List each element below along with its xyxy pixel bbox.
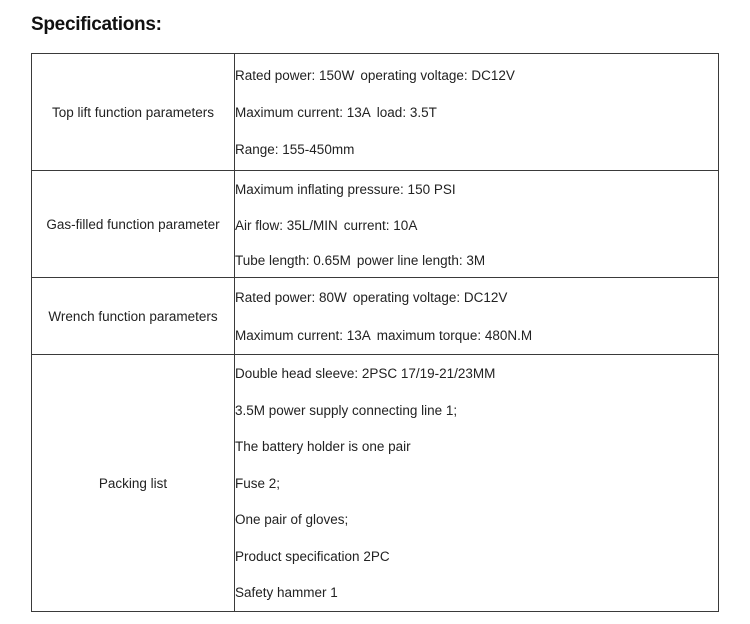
spec-line xyxy=(235,243,718,277)
row-label-top-lift: Top lift function parameters xyxy=(32,54,235,171)
spec-text: Double head sleeve: 2PSC 17/19-21/23MM xyxy=(235,366,496,381)
row-values-gas-filled xyxy=(235,171,719,278)
spec-line xyxy=(235,465,718,502)
page-title: Specifications: xyxy=(31,14,162,35)
spec-text: Tube length: 0.65M xyxy=(235,252,351,268)
table-row xyxy=(32,54,719,171)
row-label-gas-filled: Gas-filled function parameter xyxy=(32,171,235,278)
spec-text: Safety hammer 1 xyxy=(235,585,338,600)
spec-text: operating voltage: DC12V xyxy=(352,289,508,305)
spec-line xyxy=(235,171,718,207)
spec-text: Maximum inflating pressure: 150 PSI xyxy=(235,181,456,197)
spec-text: Rated power: 80W xyxy=(235,289,347,305)
row-label-wrench: Wrench function parameters xyxy=(32,278,235,355)
spec-text: The battery holder is one pair xyxy=(235,439,411,454)
spec-text: Range: 155-450mm xyxy=(235,141,355,157)
table-row xyxy=(32,171,719,278)
spec-line xyxy=(235,94,718,131)
spec-text: power line length: 3M xyxy=(356,252,486,268)
spec-text: maximum torque: 480N.M xyxy=(376,327,533,343)
spec-line xyxy=(235,392,718,429)
spec-text: Fuse 2; xyxy=(235,475,281,491)
spec-text: Product specification 2PC xyxy=(235,548,390,564)
spec-text: 3.5M power supply connecting line 1; xyxy=(235,402,458,418)
spec-text: load: 3.5T xyxy=(376,104,437,120)
spec-line xyxy=(235,316,718,354)
spec-text: Rated power: 150W xyxy=(235,67,355,83)
spec-line xyxy=(235,501,718,538)
spec-line xyxy=(235,428,718,465)
row-values-top-lift xyxy=(235,54,719,171)
spec-line xyxy=(235,278,718,316)
spec-line xyxy=(235,355,718,392)
spec-line xyxy=(235,538,718,575)
spec-line xyxy=(235,574,718,611)
spec-line xyxy=(235,207,718,243)
spec-text: Maximum current: 13A xyxy=(235,104,371,120)
spec-text: operating voltage: DC12V xyxy=(360,67,515,83)
row-label-packing-list: Packing list xyxy=(32,355,235,612)
table-row xyxy=(32,278,719,355)
spec-text: current: 10A xyxy=(343,217,418,233)
spec-line xyxy=(235,131,718,168)
specifications-table xyxy=(31,53,719,612)
spec-text: One pair of gloves; xyxy=(235,512,349,527)
row-values-packing-list xyxy=(235,355,719,612)
spec-line xyxy=(235,57,718,94)
row-values-wrench xyxy=(235,278,719,355)
spec-text: Maximum current: 13A xyxy=(235,327,371,343)
table-row xyxy=(32,355,719,612)
spec-text: Air flow: 35L/MIN xyxy=(235,217,338,233)
